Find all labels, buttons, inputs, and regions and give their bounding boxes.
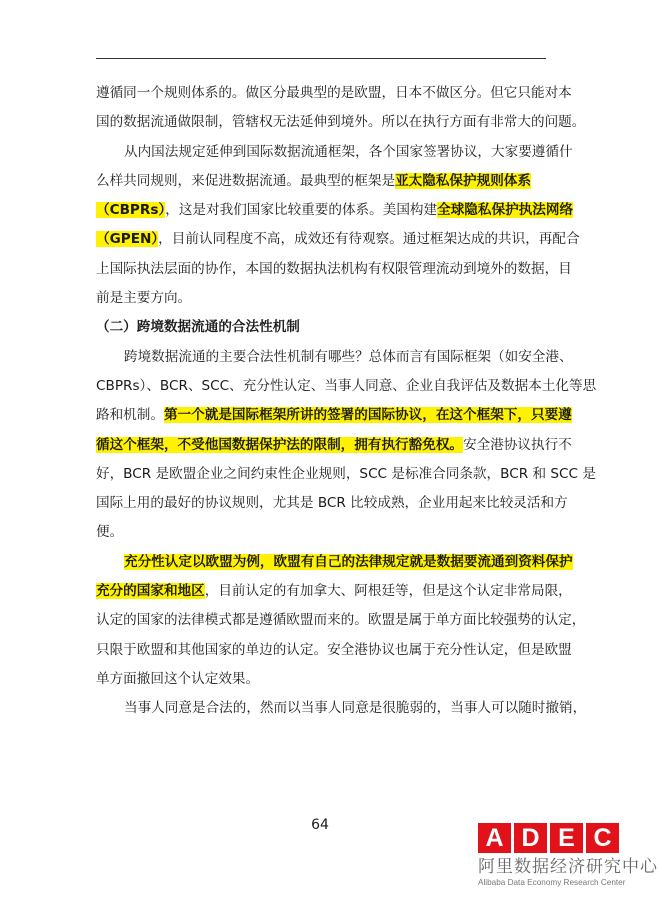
text-line [96,577,572,606]
adec-letter: E [550,823,583,853]
text-segment: （二） [96,319,137,336]
text-segment: 只限于欧盟和其他国家的单边的认定。安全港协议也属于充分性认定，但是欧盟 [96,641,572,658]
text-segment: 国的数据流通做限制，管辖权无法延伸到境外。所以在执行方面有非常大的问题。 [96,114,586,131]
text-segment: 跨境数据流通的合法性机制 [136,319,300,336]
text-line [96,255,572,284]
text-line [96,313,548,342]
text-line [96,460,596,489]
highlighted-text: （CBPRs） [96,202,166,219]
page-number: 64 [311,817,329,833]
text-segment: 遵循同一个规则体系的。做区分最典型的是欧盟，日本不做区分。但它只能对本 [96,85,572,101]
text-segment: 国际上用的最好的协议规则，尤其是 BCR 比较成熟，企业用起来比较灵活和方 [96,495,568,512]
highlighted-text: 亚太隐私保护规则体系 [395,172,531,189]
text-segment: ，目前认同程度不高，成效还有待观察。通过框架达成的共识，再配合 [158,231,580,248]
page-body [96,79,597,724]
text-line [96,489,568,518]
text-line [96,372,597,401]
text-line [96,548,573,577]
text-segment: 么样共同规则，来促进数据流通。最典型的框架是 [96,172,396,189]
text-segment: 从内国法规定延伸到国际数据流通框架，各个国家签署协议，大家要遵循什 [124,143,573,160]
text-line [96,665,548,694]
adec-letter: D [514,823,547,853]
highlighted-text: 全球隐私保护执法网络 [437,202,574,219]
text-line [96,79,572,108]
adec-chinese-name: 阿里数据经济研究中心 [478,857,658,877]
text-segment: CBPRs）、BCR、SCC、充分性认定、当事人同意、企业自我评估及数据本土化等思 [96,377,597,394]
text-line [96,167,548,196]
text-line [96,196,574,225]
text-segment: 单方面撤回这个认定效果。 [96,670,260,687]
text-line [96,225,580,254]
text-line [96,138,573,167]
text-line [96,284,548,313]
text-segment: 前是主要方向。 [96,290,192,307]
highlighted-text: 循这个框架，不受他国数据保护法的限制，拥有执行豁免权。 [96,436,464,453]
text-segment: 上国际执法层面的协作，本国的数据执法机构有权限管理流动到境外的数据，目 [96,260,572,277]
highlighted-text: （GPEN） [96,231,159,248]
adec-logo-mark [478,823,630,853]
text-segment: ，这是对我们国家比较重要的体系。美国构建 [165,202,438,219]
text-segment: 路和机制。 [96,407,164,424]
text-segment: 跨境数据流通的主要合法性机制有哪些？总体而言有国际框架（如安全港、 [124,348,573,365]
text-line [96,518,548,547]
text-segment: 好，BCR 是欧盟企业之间约束性企业规则，SCC 是标准合同条款，BCR 和 SCC 是 [96,465,596,482]
adec-logo [478,823,658,893]
text-segment: 安全港协议执行不 [463,436,572,453]
text-line [96,694,587,723]
text-line [96,401,572,430]
text-segment: 当事人同意是合法的，然而以当事人同意是很脆弱的，当事人可以随时撤销， [124,700,587,717]
text-segment: 便。 [96,524,124,541]
header-rule [96,58,546,59]
text-line [96,606,586,635]
text-line [96,108,586,137]
adec-letter: A [478,823,511,853]
text-segment: ，目前认定的有加拿大、阿根廷等，但是这个认定非常局限， [204,583,572,600]
text-line [96,636,572,665]
text-line [96,343,573,372]
text-line [96,431,572,460]
highlighted-text: 第一个就是国际框架所讲的签署的国际协议，在这个框架下，只要遵 [163,407,572,424]
adec-letter: C [586,823,619,853]
adec-english-name: Alibaba Data Economy Research Center [478,878,626,887]
text-segment: 认定的国家的法律模式都是遵循欧盟而来的。欧盟是属于单方面比较强势的认定， [96,612,586,629]
highlighted-text: 充分性认定以欧盟为例，欧盟有自己的法律规定就是数据要流通到资料保护 [124,553,573,570]
highlighted-text: 充分的国家和地区 [96,583,205,600]
